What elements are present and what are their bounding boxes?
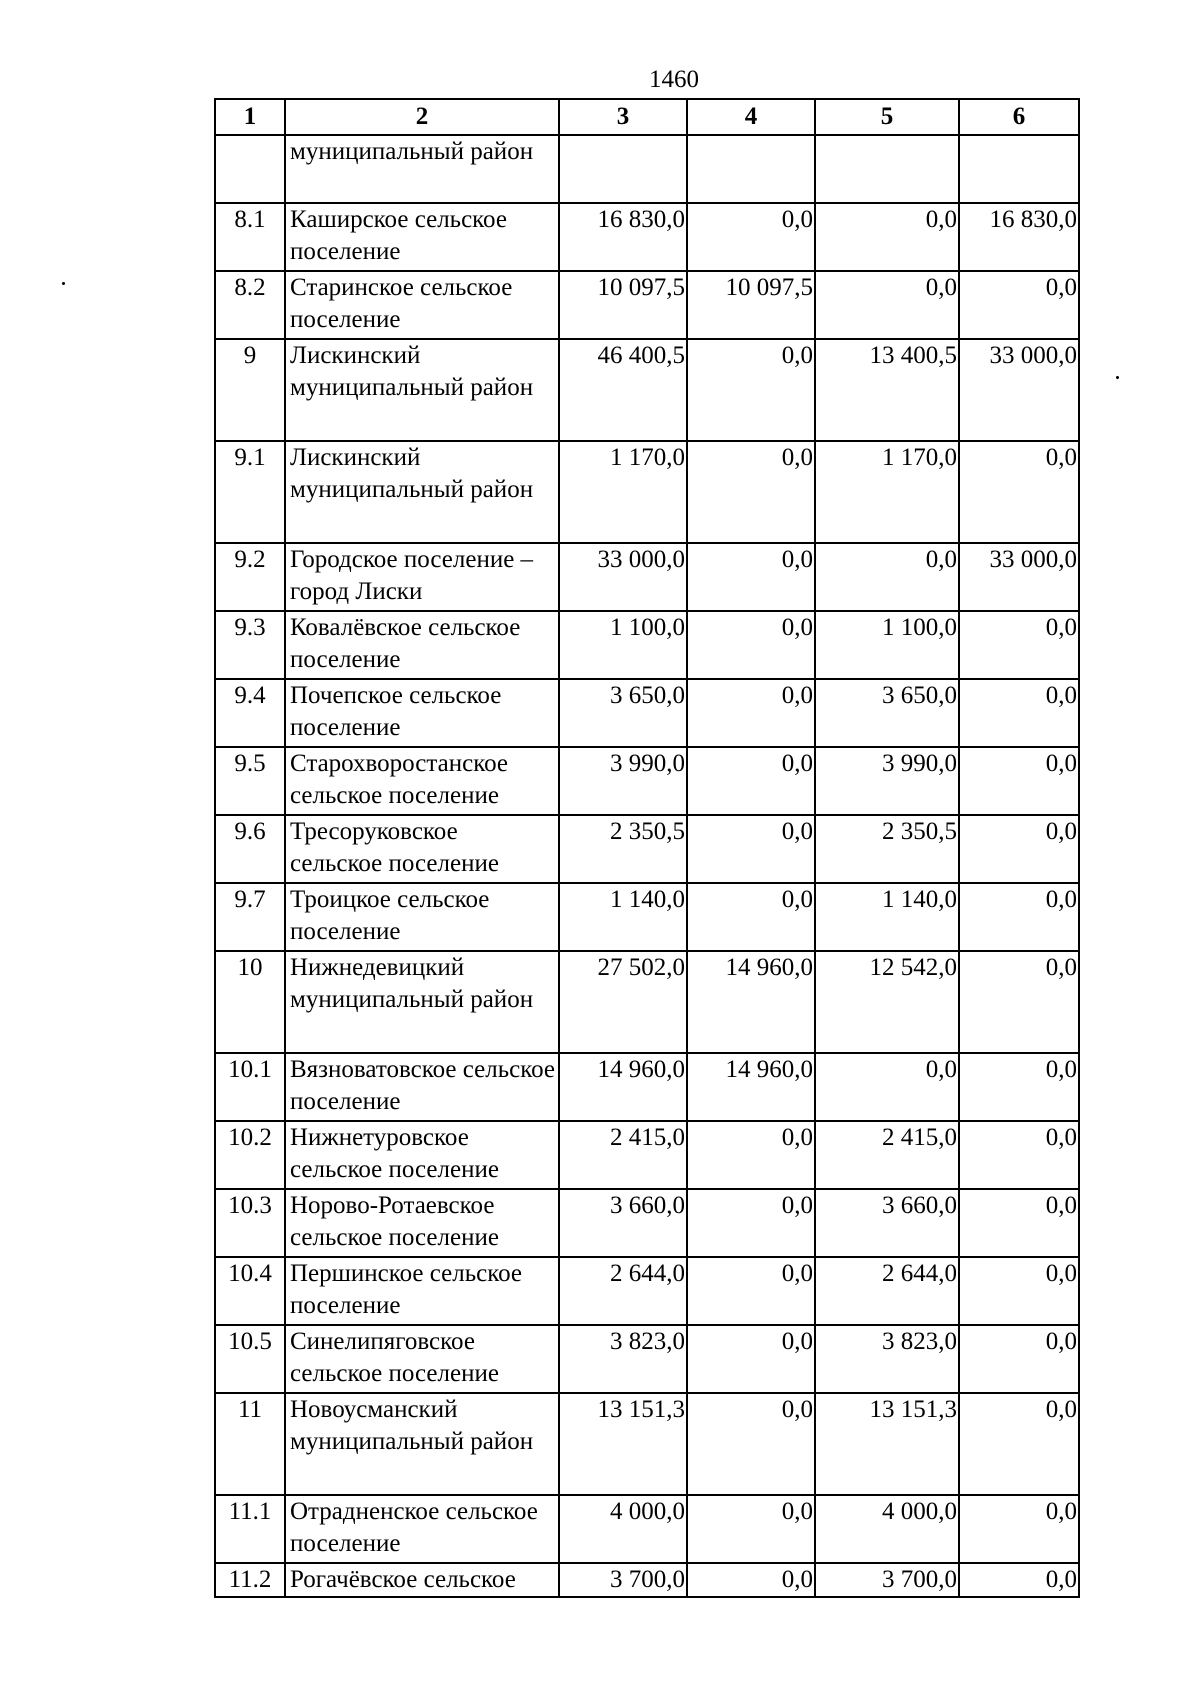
row-number-cell: 10 — [215, 951, 285, 1053]
column-header: 3 — [559, 99, 687, 135]
scan-speck — [1116, 376, 1119, 379]
value-cell-col6: 0,0 — [959, 1325, 1079, 1393]
column-header: 6 — [959, 99, 1079, 135]
table-row — [215, 339, 1079, 441]
value-cell-col4: 0,0 — [687, 1563, 815, 1597]
row-number-cell: 9.4 — [215, 679, 285, 747]
row-number-cell: 9.5 — [215, 747, 285, 815]
value-cell-col3: 2 350,5 — [559, 815, 687, 883]
table-row — [215, 1393, 1079, 1495]
row-name-cell: Троицкое сельское поселение — [285, 883, 559, 951]
page-number: 1460 — [649, 66, 699, 93]
row-name-cell: Норово-Ротаевское сельское поселение — [285, 1189, 559, 1257]
scan-speck — [62, 282, 65, 285]
row-name-cell: Тресоруковское сельское поселение — [285, 815, 559, 883]
row-number-cell: 10.3 — [215, 1189, 285, 1257]
row-name-cell: муниципальный район — [285, 135, 559, 203]
table-row — [215, 441, 1079, 543]
row-number-cell: 9.7 — [215, 883, 285, 951]
value-cell-col5: 2 644,0 — [815, 1257, 959, 1325]
value-cell-col4 — [687, 135, 815, 203]
value-cell-col4: 14 960,0 — [687, 951, 815, 1053]
row-number-cell — [215, 135, 285, 203]
value-cell-col6: 0,0 — [959, 883, 1079, 951]
value-cell-col6: 0,0 — [959, 679, 1079, 747]
row-name-cell: Новоусманский муниципальный район — [285, 1393, 559, 1495]
value-cell-col3: 1 140,0 — [559, 883, 687, 951]
value-cell-col5: 12 542,0 — [815, 951, 959, 1053]
row-name-cell: Першинское сельское поселение — [285, 1257, 559, 1325]
column-header: 1 — [215, 99, 285, 135]
value-cell-col6: 33 000,0 — [959, 543, 1079, 611]
value-cell-col6 — [959, 135, 1079, 203]
value-cell-col4: 0,0 — [687, 1189, 815, 1257]
value-cell-col3: 1 100,0 — [559, 611, 687, 679]
value-cell-col6: 0,0 — [959, 271, 1079, 339]
value-cell-col5: 13 151,3 — [815, 1393, 959, 1495]
row-number-cell: 8.2 — [215, 271, 285, 339]
value-cell-col3: 3 700,0 — [559, 1563, 687, 1597]
value-cell-col3: 2 415,0 — [559, 1121, 687, 1189]
value-cell-col6: 0,0 — [959, 611, 1079, 679]
row-number-cell: 10.1 — [215, 1053, 285, 1121]
row-number-cell: 9 — [215, 339, 285, 441]
row-number-cell: 11 — [215, 1393, 285, 1495]
row-name-cell: Лискинский муниципальный район — [285, 441, 559, 543]
row-number-cell: 10.4 — [215, 1257, 285, 1325]
value-cell-col5: 2 350,5 — [815, 815, 959, 883]
value-cell-col3: 16 830,0 — [559, 203, 687, 271]
row-name-cell: Нижнетуровское сельское поселение — [285, 1121, 559, 1189]
value-cell-col3: 3 660,0 — [559, 1189, 687, 1257]
row-name-cell: Нижнедевицкий муниципальный район — [285, 951, 559, 1053]
value-cell-col4: 0,0 — [687, 1257, 815, 1325]
value-cell-col5: 4 000,0 — [815, 1495, 959, 1563]
value-cell-col3: 1 170,0 — [559, 441, 687, 543]
row-name-cell: Почепское сельское поселение — [285, 679, 559, 747]
row-name-cell: Старохворостанское сельское поселение — [285, 747, 559, 815]
value-cell-col6: 0,0 — [959, 1495, 1079, 1563]
value-cell-col3: 46 400,5 — [559, 339, 687, 441]
data-table — [214, 98, 1080, 1598]
row-number-cell: 10.5 — [215, 1325, 285, 1393]
value-cell-col6: 0,0 — [959, 1563, 1079, 1597]
table-row — [215, 543, 1079, 611]
table-row — [215, 1121, 1079, 1189]
value-cell-col5 — [815, 135, 959, 203]
value-cell-col4: 0,0 — [687, 441, 815, 543]
column-header: 4 — [687, 99, 815, 135]
value-cell-col6: 0,0 — [959, 1189, 1079, 1257]
row-name-cell: Городское поселение – город Лиски — [285, 543, 559, 611]
value-cell-col5: 3 650,0 — [815, 679, 959, 747]
value-cell-col5: 0,0 — [815, 543, 959, 611]
table-row — [215, 747, 1079, 815]
column-header: 2 — [285, 99, 559, 135]
value-cell-col5: 1 170,0 — [815, 441, 959, 543]
table-row — [215, 1053, 1079, 1121]
column-header: 5 — [815, 99, 959, 135]
value-cell-col3: 3 650,0 — [559, 679, 687, 747]
value-cell-col5: 2 415,0 — [815, 1121, 959, 1189]
value-cell-col5: 3 700,0 — [815, 1563, 959, 1597]
value-cell-col6: 0,0 — [959, 815, 1079, 883]
row-number-cell: 9.6 — [215, 815, 285, 883]
table-row — [215, 271, 1079, 339]
row-name-cell: Рогачёвское сельское — [285, 1563, 559, 1597]
value-cell-col5: 0,0 — [815, 271, 959, 339]
row-number-cell: 8.1 — [215, 203, 285, 271]
table-row — [215, 1189, 1079, 1257]
value-cell-col4: 0,0 — [687, 543, 815, 611]
row-number-cell: 9.1 — [215, 441, 285, 543]
value-cell-col3: 2 644,0 — [559, 1257, 687, 1325]
table-row — [215, 203, 1079, 271]
row-number-cell: 10.2 — [215, 1121, 285, 1189]
value-cell-col3 — [559, 135, 687, 203]
row-name-cell: Синелипяговское сельское поселение — [285, 1325, 559, 1393]
value-cell-col4: 0,0 — [687, 1495, 815, 1563]
value-cell-col4: 10 097,5 — [687, 271, 815, 339]
value-cell-col3: 4 000,0 — [559, 1495, 687, 1563]
table-row — [215, 815, 1079, 883]
table-row — [215, 1495, 1079, 1563]
table-row — [215, 1325, 1079, 1393]
value-cell-col4: 0,0 — [687, 815, 815, 883]
value-cell-col5: 3 990,0 — [815, 747, 959, 815]
row-name-cell: Старинское сельское поселение — [285, 271, 559, 339]
value-cell-col6: 0,0 — [959, 1257, 1079, 1325]
table-row — [215, 883, 1079, 951]
row-name-cell: Каширское сельское поселение — [285, 203, 559, 271]
table-row — [215, 951, 1079, 1053]
value-cell-col4: 0,0 — [687, 1325, 815, 1393]
value-cell-col5: 3 660,0 — [815, 1189, 959, 1257]
value-cell-col4: 14 960,0 — [687, 1053, 815, 1121]
table-header-row — [215, 99, 1079, 135]
value-cell-col4: 0,0 — [687, 1393, 815, 1495]
value-cell-col6: 0,0 — [959, 441, 1079, 543]
table-row — [215, 679, 1079, 747]
row-number-cell: 11.1 — [215, 1495, 285, 1563]
value-cell-col5: 1 100,0 — [815, 611, 959, 679]
table-row — [215, 1257, 1079, 1325]
value-cell-col4: 0,0 — [687, 203, 815, 271]
value-cell-col6: 0,0 — [959, 1053, 1079, 1121]
table-row — [215, 135, 1079, 203]
value-cell-col6: 0,0 — [959, 1393, 1079, 1495]
row-name-cell: Вязноватовское сельское поселение — [285, 1053, 559, 1121]
value-cell-col3: 10 097,5 — [559, 271, 687, 339]
value-cell-col3: 3 823,0 — [559, 1325, 687, 1393]
value-cell-col3: 33 000,0 — [559, 543, 687, 611]
value-cell-col5: 3 823,0 — [815, 1325, 959, 1393]
value-cell-col4: 0,0 — [687, 747, 815, 815]
value-cell-col4: 0,0 — [687, 679, 815, 747]
value-cell-col5: 1 140,0 — [815, 883, 959, 951]
value-cell-col3: 3 990,0 — [559, 747, 687, 815]
value-cell-col6: 16 830,0 — [959, 203, 1079, 271]
value-cell-col5: 13 400,5 — [815, 339, 959, 441]
value-cell-col3: 14 960,0 — [559, 1053, 687, 1121]
row-name-cell: Отрадненское сельское поселение — [285, 1495, 559, 1563]
table-row — [215, 1563, 1079, 1597]
value-cell-col6: 33 000,0 — [959, 339, 1079, 441]
value-cell-col4: 0,0 — [687, 339, 815, 441]
row-number-cell: 9.2 — [215, 543, 285, 611]
value-cell-col5: 0,0 — [815, 1053, 959, 1121]
value-cell-col4: 0,0 — [687, 1121, 815, 1189]
table-row — [215, 611, 1079, 679]
value-cell-col3: 13 151,3 — [559, 1393, 687, 1495]
row-name-cell: Ковалёвское сельское поселение — [285, 611, 559, 679]
value-cell-col6: 0,0 — [959, 1121, 1079, 1189]
value-cell-col4: 0,0 — [687, 883, 815, 951]
value-cell-col5: 0,0 — [815, 203, 959, 271]
value-cell-col6: 0,0 — [959, 747, 1079, 815]
row-number-cell: 9.3 — [215, 611, 285, 679]
row-name-cell: Лискинский муниципальный район — [285, 339, 559, 441]
value-cell-col3: 27 502,0 — [559, 951, 687, 1053]
row-number-cell: 11.2 — [215, 1563, 285, 1597]
value-cell-col6: 0,0 — [959, 951, 1079, 1053]
value-cell-col4: 0,0 — [687, 611, 815, 679]
